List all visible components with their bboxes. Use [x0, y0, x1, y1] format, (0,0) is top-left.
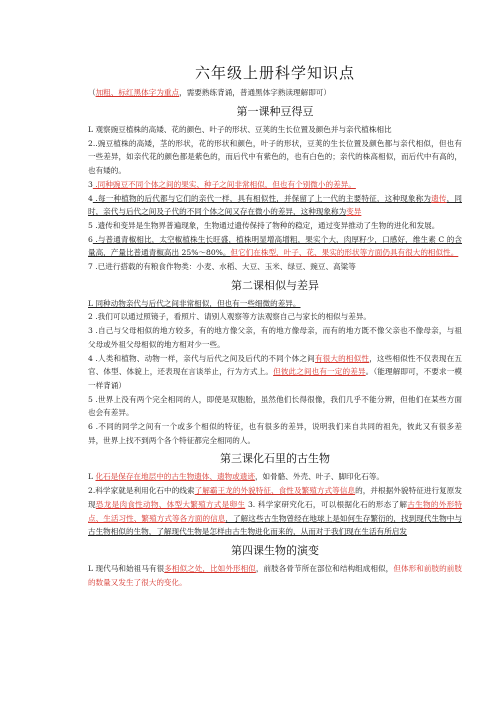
lesson-heading: 第三课化石里的古生物 [220, 452, 330, 466]
lesson-heading: 第一课种豆得豆 [236, 105, 314, 118]
key-point-text: 但它们在株型，叶子、花、果实的形状等方面仍具有很大的相似性。 [230, 248, 459, 258]
key-point-text: 遗传 [431, 193, 447, 203]
paragraph-text: 4 .人类和植物、动物一样，亲代与后代之间及后代的不同个体之间 [88, 353, 315, 363]
lesson-paragraph [88, 178, 462, 192]
lesson-paragraph [88, 324, 462, 351]
key-point-text: 有很大的相似性 [314, 353, 370, 363]
paragraph-text: L 观察豌豆植株的高矮、花的颜色、叶子的形状、豆荚的生长位置及颜色并与亲代植株相比 [88, 125, 392, 134]
paragraph-text: ，这些相似性不仅表现在五官、体型、体貌上，还表现在言谈举止，行为方式上。 [88, 353, 463, 377]
lesson-paragraph [88, 470, 462, 484]
page-title: 六年级上册科学知识点 [194, 64, 355, 82]
lesson-heading: 第二课相似与差异 [231, 278, 319, 292]
paragraph-text: .每一种植物的后代都与它们的亲代一样，具有相似性，并保留了上一代的主要特征，这种现象称为 [92, 193, 432, 203]
lesson-paragraph [88, 393, 462, 420]
key-point-text: 化石是保存在地层中的古生物遗体、遗物或遗迹 [95, 472, 255, 482]
paragraph-text: ，同时，亲代与后代之间及子代的不同个体之间又存在微小的差异，这种现象称为 [88, 193, 462, 217]
paragraph-text: 2 .我们可以通过照镜子，看照片、请别人观察等方法观察自己与家长的相似与差异。 [88, 312, 372, 322]
paragraph-text: 4 [88, 193, 93, 203]
key-point-text: 恐龙是肉食性动物、体型大繁殖方式是卵生 [95, 499, 246, 509]
lesson-paragraph [88, 484, 462, 539]
paragraph-text: ，如骨骼、外壳、叶子、脚印化石等。 [254, 472, 385, 482]
lesson-paragraph [88, 297, 462, 311]
lesson-paragraph [88, 219, 462, 233]
paragraph-text: 5 .世界上没有两个完全相同的人，即使是双胞胎，虽然他们长得很像，我们几乎不能分辨，但他们在某些方面也会有差异。 [88, 394, 462, 418]
lesson-paragraph [88, 420, 462, 447]
key-point-text: 变异 [346, 207, 362, 217]
paragraph-text: 6 [88, 234, 93, 244]
paragraph-text: .与普通青椒相比，太空椒植株生长旺盛，植株明显增高增粗，果实个大，肉厚籽少，口感好，维生素 C 的含量高，产量比普通青椒高出 25%〜80%。 [88, 234, 462, 258]
key-point-text: 但体形和前肢的 [393, 563, 447, 573]
lesson-heading: 第四课生物的演变 [231, 543, 319, 557]
key-point-text: 多相似之处，比如外形相似 [164, 563, 256, 573]
paragraph-text: 2.科学家就是利用化石中的线索 [88, 486, 195, 496]
lesson-paragraph [88, 562, 462, 589]
paragraph-text: 2..豌豆植株的高矮，茎的形状，花的形状和颜色，叶子的形状，豆荚的生长位置及颜色都与亲代相似，但也有一些差异，如亲代花的颜色都是紫色的，而后代中有紫色的，也有白色的；亲代的株高相似，而后代中有高的，也有矮的。 [88, 138, 462, 176]
lesson-paragraph [88, 137, 462, 178]
paragraph-text: L 现代马和始祖马有很 [88, 563, 165, 573]
paragraph-text: 3. 科学家研究化石，可以根据化石的形态了解 [245, 499, 408, 509]
lesson-paragraph [88, 123, 462, 137]
intro-note [88, 87, 462, 98]
lesson-paragraph [88, 233, 462, 260]
key-point-text: 古生物的外形特点、生活习性、繁殖方式等各方面的信息 [88, 499, 463, 523]
paragraph-text: 7 .已进行搭载的有粮食作物类：小麦、水稻、大豆、玉米、绿豆、豌豆、高粱等 [88, 262, 356, 272]
key-point-text: 但彼此之间也有一定的差异 [273, 367, 366, 377]
note-open: （ [88, 88, 96, 97]
lesson-paragraph [88, 192, 462, 219]
paragraph-text: 6 .不同的同学之间有一个或多个相似的特征，也有很多的差异，说明我们来自共同的祖先，彼此又有很多差异，世界上找不到两个各个特征都完全相同的人。 [88, 422, 462, 445]
paragraph-text: L 同种动物亲代与后代之间非常相似，但也有一些细微的差异。 [88, 298, 301, 308]
key-point-text: 前肢的数量又发生了很大的变化。 [88, 563, 463, 587]
lesson-paragraph [88, 310, 462, 324]
key-point-text: 了解霸王龙的外貌特征、食性及繁殖方式等信息 [194, 486, 356, 496]
paragraph-text: 。（能理解即可，不要求一模一样背诵） [88, 367, 463, 390]
paragraph-text: 5 .遗传和变异是生物界普遍现象，生物通过遗传保持了物种的稳定，通过变异推动了生物的进化和发展。 [88, 220, 440, 230]
paragraph-text: ，前肢各骨节所在部位和结构组成相似， [255, 563, 394, 573]
note-rest: ，需要熟练背诵，普通黑体字熟读理解即可） [179, 88, 331, 97]
lesson-paragraph [88, 260, 462, 274]
paragraph-text: 3 [88, 179, 93, 189]
paragraph-text: 3 .自己与父母相似的地方较多，有的地方像父亲，有的地方像母亲，而有的地方既不像父亲也不像母亲，与祖父母或外祖父母相似的地方相对少一些。 [88, 326, 462, 349]
lesson-paragraph [88, 352, 462, 393]
note-highlight: 加粗、标红黑体字为重点 [95, 88, 180, 97]
lesson-list [88, 103, 462, 589]
paragraph-text: 的，并根据外貌特征进行复原发现 [88, 486, 462, 509]
key-point-text: .同种豌豆不同个体之间的果实、种子之间非常相似，但也有个别微小的差异。 [92, 179, 356, 189]
paragraph-text: ，了解这些古生物曾经在地球上是如何生存繁衍的，找到现代生物中与古生物相似的生物，了解现代生物是怎样由古生物进化而来的，从而对于我们现在生活有所启发 [88, 513, 463, 537]
paragraph-text: L [88, 472, 96, 482]
